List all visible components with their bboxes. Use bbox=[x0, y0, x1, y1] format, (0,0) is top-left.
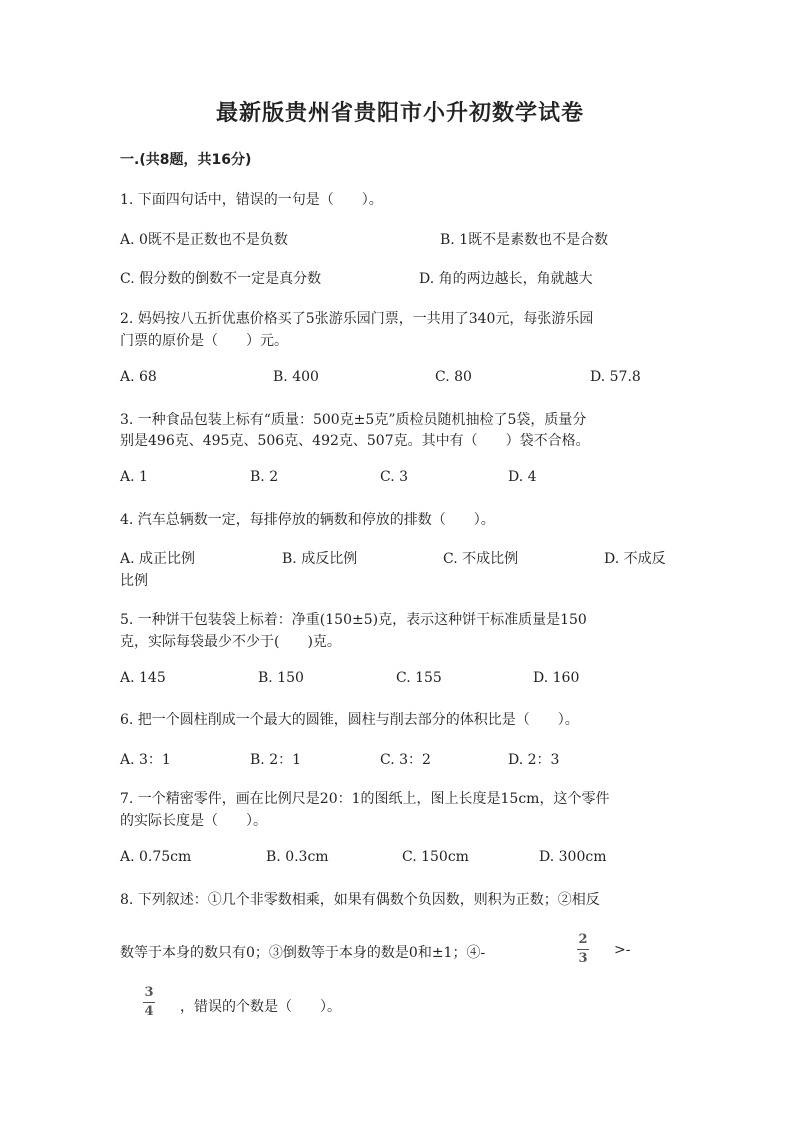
question-2-stem-line-2: 门票的原价是（ ）元。 bbox=[120, 333, 288, 349]
question-4-option-d: D. 不成反 bbox=[604, 551, 666, 567]
fraction-three-quarters bbox=[143, 985, 155, 1020]
question-4-option-d-wrap: 比例 bbox=[120, 573, 148, 589]
question-1-option-c: C. 假分数的倒数不一定是真分数 bbox=[120, 271, 322, 287]
question-8-stem-line-3: ，错误的个数是（ ）。 bbox=[180, 999, 341, 1015]
question-2-stem-line-1: 2. 妈妈按八五折优惠价格买了5张游乐园门票，一共用了340元，每张游乐园 bbox=[120, 311, 594, 327]
fraction-numerator: 2 bbox=[578, 932, 588, 947]
fraction-numerator: 3 bbox=[144, 985, 154, 1000]
question-6-option-b: B. 2：1 bbox=[250, 752, 302, 768]
question-7-option-c: C. 150cm bbox=[402, 849, 469, 865]
question-1-option-a: A. 0既不是正数也不是负数 bbox=[120, 232, 288, 248]
question-3-option-c: C. 3 bbox=[380, 469, 409, 485]
question-2-option-b: B. 400 bbox=[273, 369, 319, 385]
question-7-option-d: D. 300cm bbox=[539, 849, 607, 865]
question-2-option-a: A. 68 bbox=[120, 369, 157, 385]
question-2-option-c: C. 80 bbox=[435, 369, 472, 385]
question-4-option-c: C. 不成比例 bbox=[443, 551, 519, 567]
question-7-option-b: B. 0.3cm bbox=[266, 849, 329, 865]
question-3-option-d: D. 4 bbox=[508, 469, 537, 485]
question-5-option-a: A. 145 bbox=[120, 670, 166, 686]
fraction-two-thirds bbox=[577, 932, 589, 967]
question-8-stem-line-2: 数等于本身的数只有0；③倒数等于本身的数是0和±1；④- bbox=[120, 945, 486, 961]
fraction-bar bbox=[577, 949, 589, 950]
question-5-stem-line-2: 克，实际每袋最少不少于( )克。 bbox=[120, 634, 341, 650]
fraction-bar bbox=[143, 1002, 155, 1003]
question-7-option-a: A. 0.75cm bbox=[120, 849, 192, 865]
question-6-option-d: D. 2：3 bbox=[508, 752, 560, 768]
question-4-option-b: B. 成反比例 bbox=[282, 551, 358, 567]
question-7-stem-line-1: 7. 一个精密零件，画在比例尺是20：1的图纸上，图上长度是15cm，这个零件 bbox=[120, 791, 610, 807]
question-5-option-b: B. 150 bbox=[258, 670, 304, 686]
question-3-option-b: B. 2 bbox=[250, 469, 279, 485]
question-6-option-a: A. 3：1 bbox=[120, 752, 171, 768]
fraction-denominator: 3 bbox=[578, 951, 588, 966]
question-3-stem-line-1: 3. 一种食品包装上标有“质量：500克±5克”质检员随机抽检了5袋，质量分 bbox=[120, 412, 587, 428]
question-4-stem: 4. 汽车总辆数一定，每排停放的辆数和停放的排数（ ）。 bbox=[120, 512, 495, 528]
question-1-stem: 1. 下面四句话中，错误的一句是（ ）。 bbox=[120, 192, 383, 208]
question-7-stem-line-2: 的实际长度是（ ）。 bbox=[120, 813, 267, 829]
question-4-option-a: A. 成正比例 bbox=[120, 551, 196, 567]
question-8-stem-line-1: 8. 下列叙述：①几个非零数相乘，如果有偶数个负因数，则积为正数；②相反 bbox=[120, 892, 600, 908]
question-6-option-c: C. 3：2 bbox=[380, 752, 431, 768]
comparison-sign: >- bbox=[614, 942, 631, 958]
question-1-option-d: D. 角的两边越长，角就越大 bbox=[419, 271, 593, 287]
fraction-denominator: 4 bbox=[144, 1004, 154, 1019]
page-title: 最新版贵州省贵阳市小升初数学试卷 bbox=[215, 101, 584, 126]
question-3-stem-line-2: 别是496克、495克、506克、492克、507克。其中有（ ）袋不合格。 bbox=[120, 433, 590, 449]
question-3-option-a: A. 1 bbox=[120, 469, 148, 485]
question-5-option-c: C. 155 bbox=[396, 670, 442, 686]
question-5-option-d: D. 160 bbox=[533, 670, 580, 686]
question-5-stem-line-1: 5. 一种饼干包装袋上标着：净重(150±5)克，表示这种饼干标准质量是150 bbox=[120, 612, 587, 628]
question-2-option-d: D. 57.8 bbox=[590, 369, 641, 385]
question-6-stem: 6. 把一个圆柱削成一个最大的圆锥，圆柱与削去部分的体积比是（ ）。 bbox=[120, 712, 579, 728]
question-1-option-b: B. 1既不是素数也不是合数 bbox=[440, 232, 609, 248]
section-heading: 一.(共8题，共16分) bbox=[120, 152, 252, 168]
